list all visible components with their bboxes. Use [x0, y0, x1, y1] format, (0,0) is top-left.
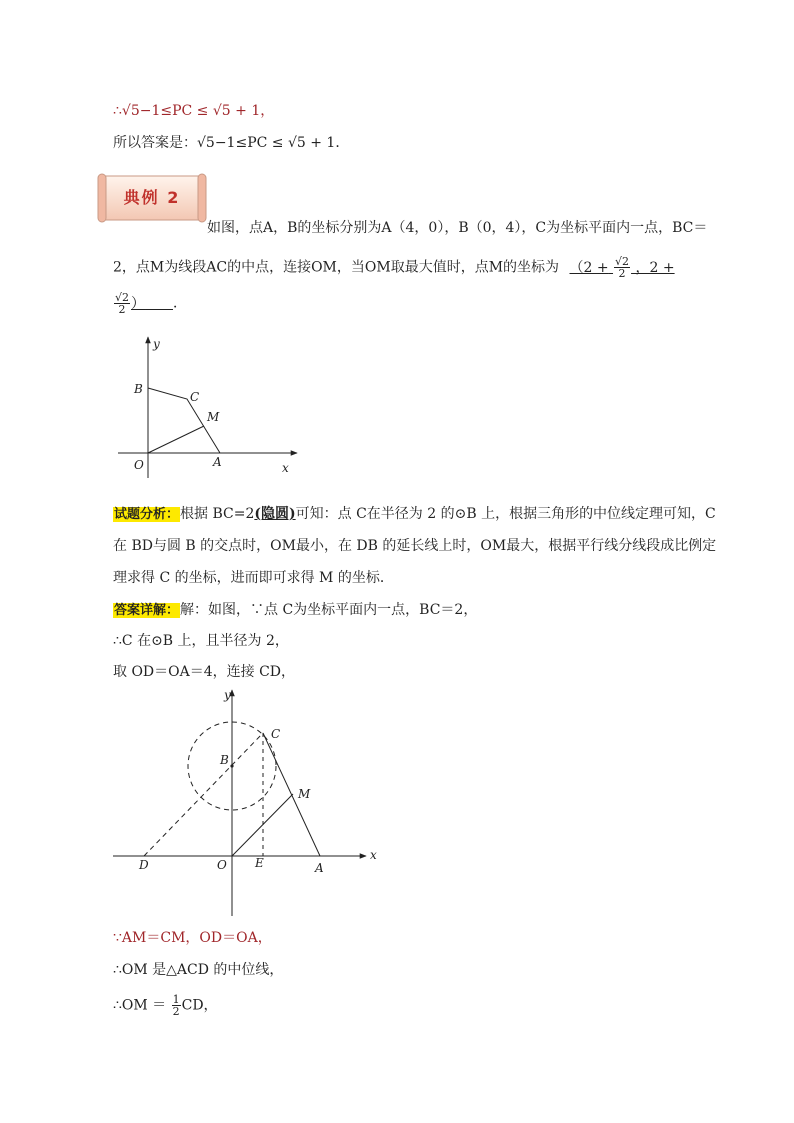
segment-dc [144, 733, 263, 856]
answer-close-paren: ） [131, 295, 146, 312]
segment-om [148, 426, 204, 453]
answer-frac-den-1: 2 [618, 267, 626, 280]
analysis-hidden-circle: (隐圆) [254, 506, 296, 522]
label-x-2: x [370, 848, 377, 862]
coordinate-figure-2 [110, 686, 385, 918]
label-m-2: M [298, 787, 311, 801]
label-e: E [255, 856, 264, 870]
label-y-2: y [224, 688, 231, 702]
inequality-line: ∴√5−1≤PC ≤ √5 + 1， [113, 103, 275, 119]
solution-tag: 答案详解： [114, 603, 180, 618]
analysis-text-c: 可知：点 C在半径为 2 的⊙B 上，根据三角形的中位线定理可知，C [295, 506, 716, 522]
solution-line-2: ∴C 在⊙B 上，且半径为 2， [113, 633, 289, 649]
proof-line-1: ∵AM＝CM，OD＝OA， [113, 930, 272, 946]
solution-line-1 [113, 600, 477, 621]
label-a-2: A [315, 861, 324, 875]
proof-om-eq: ∴OM ＝ [113, 997, 167, 1014]
analysis-line-1 [113, 504, 716, 525]
analysis-text-a: 根据 BC=2 [180, 506, 255, 522]
coordinate-figure-1 [110, 333, 310, 478]
label-o: O [134, 458, 144, 472]
answer-frac-num-1: √2 [615, 255, 630, 268]
label-c: C [190, 390, 200, 404]
label-b-2: B [220, 753, 229, 767]
answer-frac-num-2: √2 [115, 291, 130, 304]
example-banner-label: 典例 2 [123, 188, 181, 207]
label-a: A [213, 455, 222, 469]
analysis-tag: 试题分析： [114, 507, 180, 522]
label-o-2: O [217, 858, 227, 872]
segment-ca [263, 733, 320, 856]
answer-part-b: ，2 + [635, 259, 675, 276]
proof-frac-den: 2 [172, 1005, 180, 1018]
proof-cd: CD， [181, 997, 218, 1014]
answer-frac-den-2: 2 [118, 303, 126, 316]
solution-line-3: 取 OD＝OA＝4，连接 CD， [113, 664, 296, 680]
label-c-2: C [271, 727, 281, 741]
problem-line-3 [113, 292, 187, 315]
analysis-line-3: 理求得 C 的坐标，进而即可求得 M 的坐标． [113, 570, 394, 586]
answer-part-a: （2 + [569, 259, 609, 276]
proof-frac-num: 1 [172, 993, 180, 1006]
label-y: y [153, 337, 160, 351]
answer-blank [569, 255, 675, 280]
label-b: B [134, 382, 143, 396]
label-d: D [139, 858, 149, 872]
analysis-line-2: 在 BD与圆 B 的交点时，OM最小，在 DB 的延长线上时，OM最大，根据平行线分线段成比例定 [113, 538, 717, 554]
problem-line-2-text: 2，点M为线段AC的中点，连接OM，当OM取最大值时，点M的坐标为 [113, 259, 560, 276]
answer-line: 所以答案是：√5−1≤PC ≤ √5 + 1． [113, 135, 350, 151]
point-b [230, 764, 233, 767]
problem-line-1: 如图，点A，B的坐标分别为A（4，0），B（0，4），C为坐标平面内一点，BC＝ [207, 220, 708, 236]
answer-end: ． [173, 295, 188, 312]
solution-text-1: 解：如图，∵点 C为坐标平面内一点，BC＝2， [180, 602, 478, 618]
proof-line-2: ∴OM 是△ACD 的中位线， [113, 962, 284, 978]
problem-line-2 [113, 256, 675, 279]
proof-line-3 [113, 994, 218, 1017]
label-x: x [282, 461, 289, 475]
label-m: M [207, 410, 220, 424]
